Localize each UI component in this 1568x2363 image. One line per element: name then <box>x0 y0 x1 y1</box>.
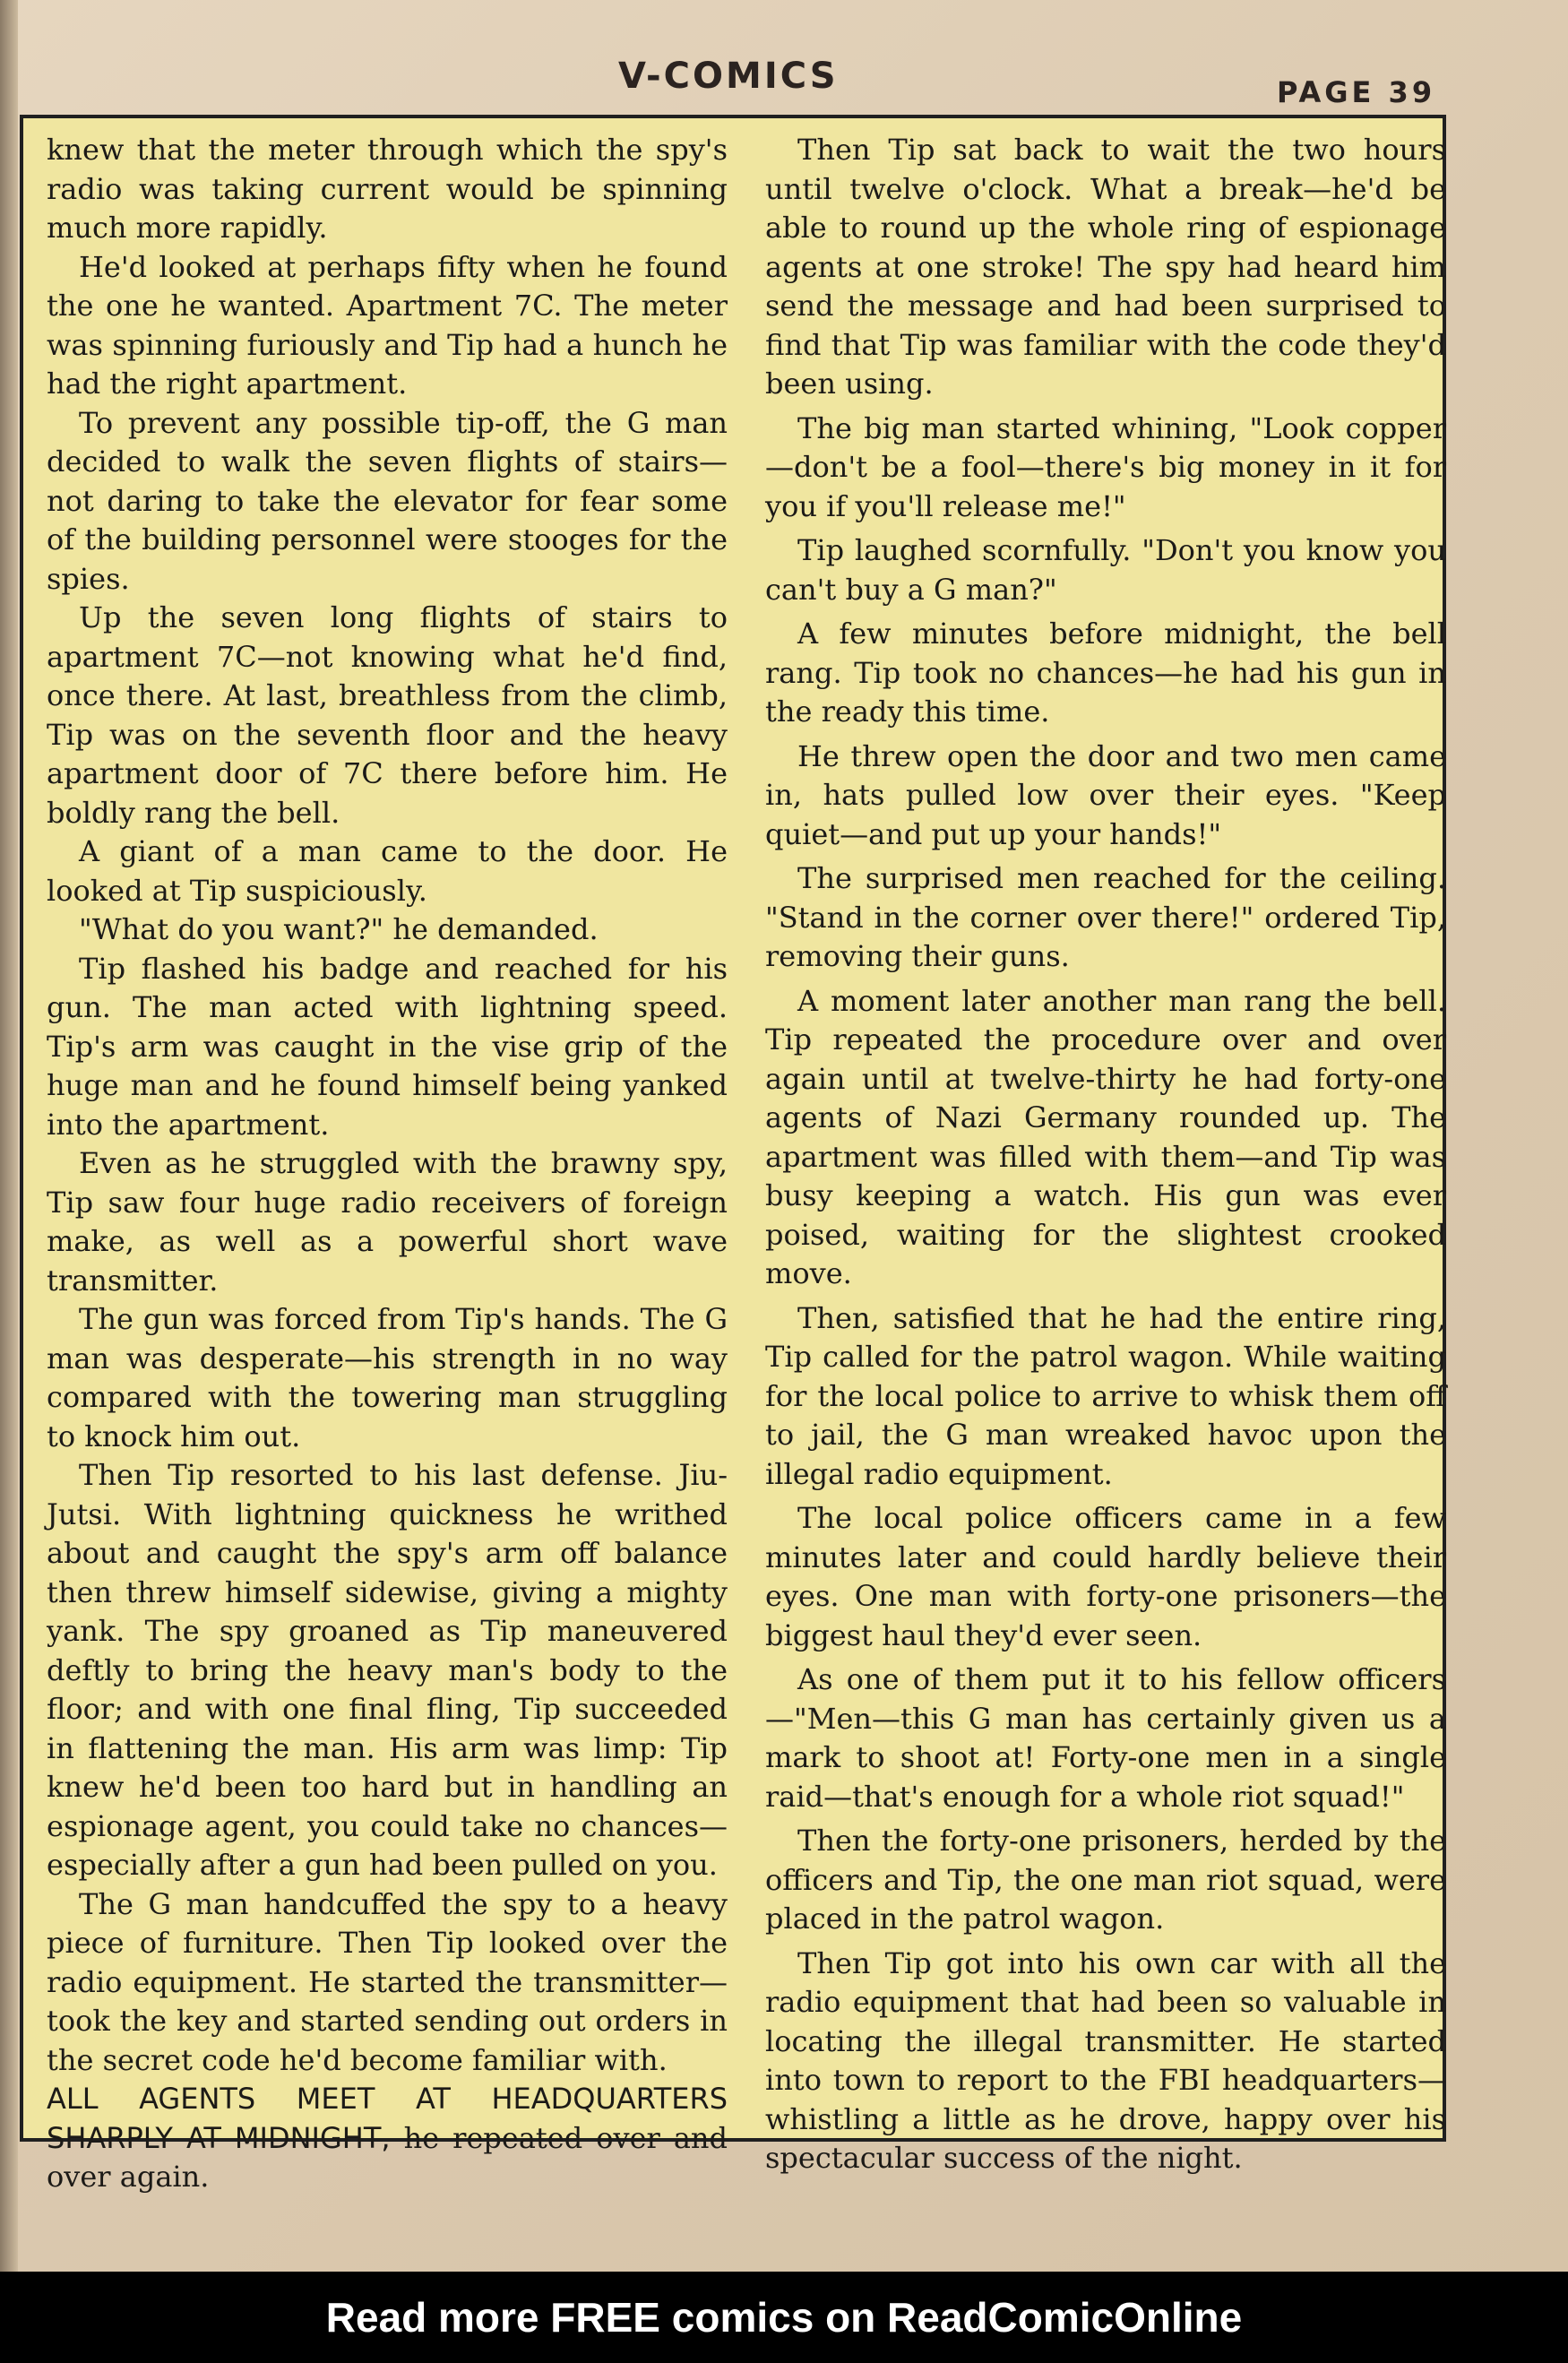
paragraph: As one of them put it to his fellow officers—"Men—this G man has certainly given us a mark to shoot at! Forty-one men in a single raid—that's enough for a whole riot squad!" <box>765 1662 1446 1814</box>
paragraph: Tip flashed his badge and reached for his gun. The man acted with lightning speed. Tip's arm was caught in the vise grip of the huge man and he found himself being yanked into the apartment. <box>47 951 728 1142</box>
paragraph: "What do you want?" he demanded. <box>79 912 599 946</box>
radio-message: ALL AGENTS MEET AT HEADQUARTERS SHARPLY AT MIDNIGHT, <box>47 2082 728 2155</box>
final-paragraph <box>47 2080 728 2197</box>
paragraph: Then Tip sat back to wait the two hours until twelve o'clock. What a break—he'd be able to round up the whole ring of espionage agents at one stroke! The spy had heard him send the message and had been surprised to find that Tip was familiar with the code they'd been using. <box>765 133 1446 401</box>
paragraph: Even as he struggled with the brawny spy, Tip saw four huge radio receivers of foreign make, as well as a powerful short wave transmitter. <box>47 1146 728 1298</box>
right-column <box>765 131 1446 2175</box>
paragraph: To prevent any possible tip-off, the G man decided to walk the seven flights of stairs—not daring to take the elevator for fear some of the building personnel were stooges for the spies. <box>47 405 728 596</box>
paragraph: He threw open the door and two men came in, hats pulled low over their eyes. "Keep quiet—and put up your hands!" <box>765 738 1446 851</box>
paragraph: Then Tip resorted to his last defense. Jiu-Jutsi. With lightning quickness he writhed about and caught the spy's arm off balance then threw himself sidewise, giving a mighty yank. The spy groaned as Tip maneuvered deftly to bring the heavy man's body to the floor; and with one final fling, Tip succeeded in flattening the man. His arm was limp: Tip knew he'd been too hard but in handling an espionage agent, you could take no chances—especially after a gun had been pulled on you. <box>47 1458 728 1882</box>
paragraph: Then, satisfied that he had the entire ring, Tip called for the patrol wagon. While waiting for the local police to arrive to whisk them off to jail, the G man wreaked havoc upon the illegal radio equipment. <box>765 1300 1446 1491</box>
paragraph: He'd looked at perhaps fifty when he found the one he wanted. Apartment 7C. The meter was spinning furiously and Tip had a hunch he had the right apartment. <box>47 249 728 401</box>
paragraph: The G man handcuffed the spy to a heavy piece of furniture. Then Tip looked over the radio equipment. He started the transmitter—took the key and started sending out orders in the secret code he'd become familiar with. <box>47 1886 728 2077</box>
text-panel <box>20 115 1446 2194</box>
page-spine-shadow <box>0 0 18 2272</box>
paragraph: The gun was forced from Tip's hands. The G man was desperate—his strength in no way compared with the towering man struggling to knock him out. <box>47 1302 728 1453</box>
paragraph: A giant of a man came to the door. He looked at Tip suspiciously. <box>47 834 728 908</box>
paragraph: Then the forty-one prisoners, herded by the officers and Tip, the one man riot squad, were placed in the patrol wagon. <box>765 1824 1446 1936</box>
paragraph: The surprised men reached for the ceiling. "Stand in the corner over there!" ordered Tip, removing their guns. <box>765 861 1446 973</box>
paragraph: A few minutes before midnight, the bell rang. Tip took no chances—he had his gun in the ready this time. <box>765 617 1446 729</box>
paragraph: Up the seven long flights of stairs to apartment 7C—not knowing what he'd find, once there. At last, breathless from the climb, Tip was on the seventh floor and the heavy apartment door of 7C there before him. He boldly rang the bell. <box>47 600 728 830</box>
paragraph: Then Tip got into his own car with all the radio equipment that had been so valuable in locating the illegal transmitter. He started into town to report to the FBI headquarters—whistling a little as he drove, happy over his spectacular success of the night. <box>765 1945 1446 2175</box>
paragraph: knew that the meter through which the spy's radio was taking current would be spinning much more rapidly. <box>47 133 728 245</box>
paragraph: A moment later another man rang the bell. Tip repeated the procedure over and over again until at twelve-thirty he had forty-one agents of Nazi Germany rounded up. The apartment was filled with them—and Tip was busy keeping a watch. His gun was ever poised, waiting for the slightest crooked move. <box>765 983 1446 1290</box>
page-number: PAGE 39 <box>1277 75 1436 109</box>
paragraph: Tip laughed scornfully. "Don't you know you can't buy a G man?" <box>765 533 1446 607</box>
comic-title: V-COMICS <box>618 56 839 97</box>
final-paragraph-tail: he repeated over and over again. <box>47 2120 728 2194</box>
promo-banner[interactable]: Read more FREE comics on ReadComicOnline <box>0 2272 1568 2363</box>
paragraph: The big man started whining, "Look copper—don't be a fool—there's big money in it for you if you'll release me!" <box>765 410 1446 523</box>
left-column <box>47 131 728 2194</box>
paragraph: The local police officers came in a few minutes later and could hardly believe their eyes. One man with forty-one prisoners—the biggest haul they'd ever seen. <box>765 1501 1446 1652</box>
